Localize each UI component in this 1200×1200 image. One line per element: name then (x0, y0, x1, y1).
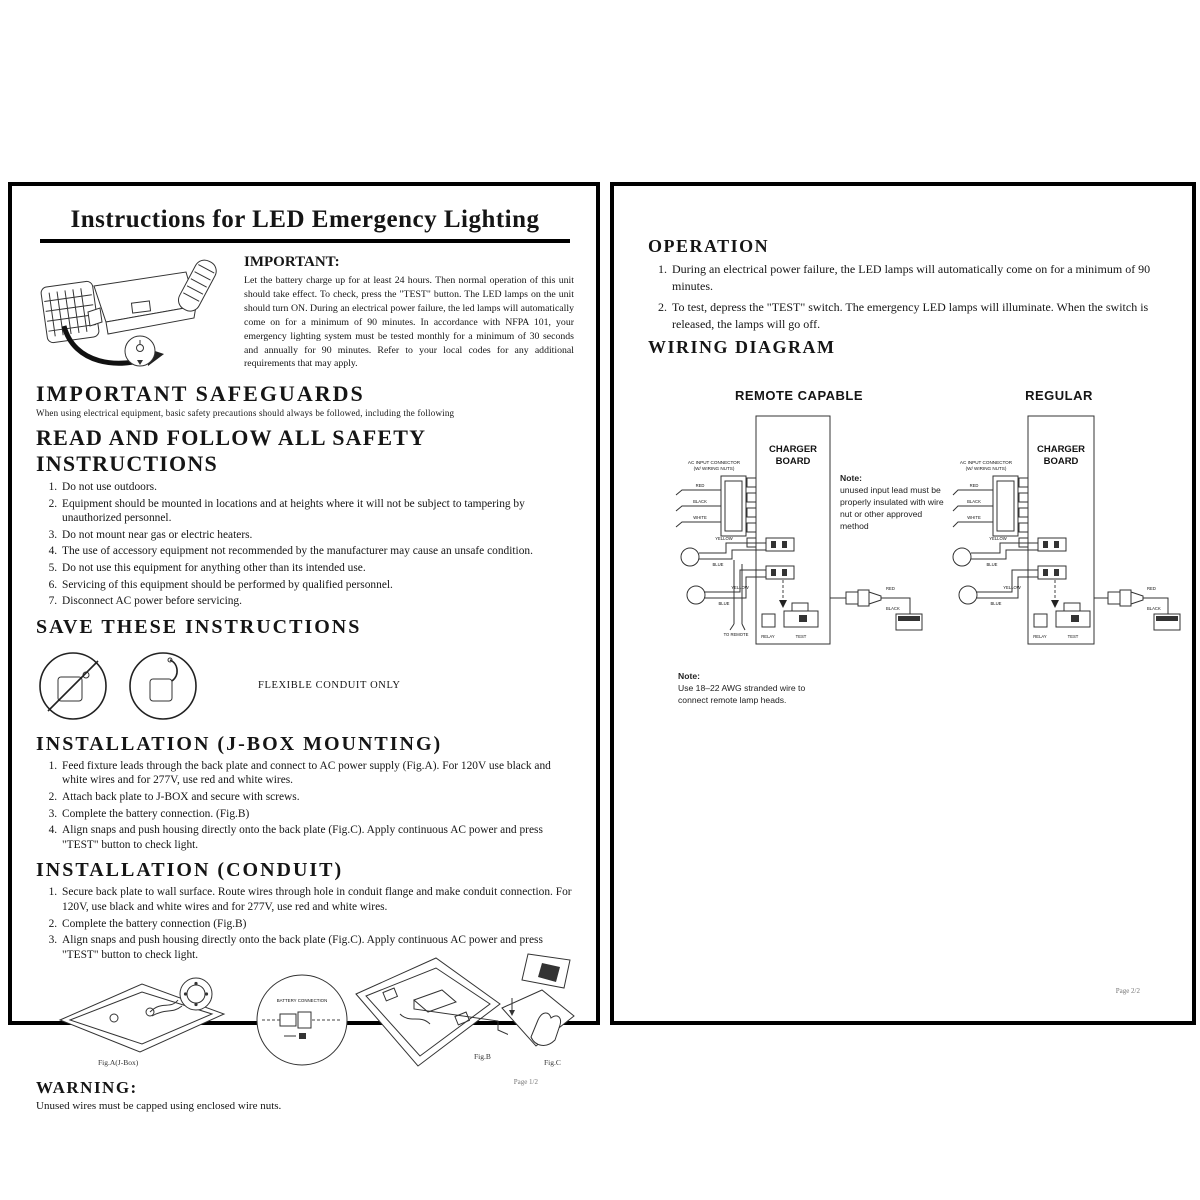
wire-label-yellow: YELLOW (1003, 584, 1021, 590)
test-label: TEST (1067, 633, 1079, 639)
note-center-heading: Note: (840, 472, 862, 483)
charger-board-label: BOARD (1043, 455, 1079, 467)
wire-label-black: BLACK (967, 498, 981, 504)
page-1-content (12, 186, 596, 1112)
conduit-icons-row (36, 646, 574, 726)
page-2-content (614, 186, 1192, 948)
regular-diagram (948, 412, 1184, 662)
safety-heading: READ AND FOLLOW ALL SAFETY INSTRUCTIONS (36, 425, 426, 476)
wire-label-blue: BLUE (986, 561, 998, 567)
wire-label-red: RED (1147, 585, 1156, 591)
wire-label-black: BLACK (693, 498, 707, 504)
remote-capable-diagram (662, 412, 928, 662)
charger-board (747, 416, 830, 644)
fig-a-label: Fig.A(J-Box) (98, 1058, 139, 1068)
jbox-heading: INSTALLATION (J-BOX MOUNTING) (36, 732, 443, 755)
operation-heading: OPERATION (648, 236, 770, 256)
test-switch (1051, 580, 1090, 639)
jbox-list (36, 759, 574, 853)
wire-label-blue: BLUE (990, 600, 1002, 606)
page-1-footer: Page 1/2 (513, 1078, 538, 1087)
operation-item: 1. During an electrical power failure, the LED lamps will automatically come on for a minimum of 90 minutes. (670, 261, 1158, 296)
note-bottom-heading: Note: (678, 670, 700, 681)
operation-list (648, 261, 1158, 334)
intro-row (36, 252, 574, 374)
note-bottom-body: Use 18–22 AWG stranded wire to connect remote lamp heads. (678, 682, 806, 705)
conduit-item: 1. Secure back plate to wall surface. Route wires through hole in conduit flange and make conduit connection. For 120V, use black and white wires and for 277V, use red and white wires. (60, 885, 574, 914)
wire-label-white: WHITE (693, 514, 707, 520)
ac-connector-caption: AC INPUT CONNECTOR (687, 459, 741, 465)
safety-item: 4. The use of accessory equipment not recommended by the manufacturer may cause an unsafe condition. (60, 544, 574, 559)
safeguards-heading: IMPORTANT SAFEGUARDS (36, 381, 365, 406)
fig-c-label: Fig.C (544, 1058, 561, 1068)
safety-item: 5. Do not use this equipment for anything other than its intended use. (60, 561, 574, 576)
fig-a-illustration (54, 970, 236, 1058)
battery-assembly (830, 586, 922, 630)
safety-item: 7. Disconnect AC power before servicing. (60, 594, 574, 609)
relay (761, 614, 775, 639)
note-center (840, 472, 946, 532)
warning-section (36, 1074, 574, 1112)
wire-label-red: RED (695, 482, 705, 488)
wire-label-blue: BLUE (712, 561, 724, 567)
charger-board (1019, 416, 1094, 644)
board-connectors (1038, 538, 1066, 579)
relay-label: RELAY (1033, 633, 1047, 639)
test-switch (779, 580, 818, 639)
warning-heading: WARNING: (36, 1078, 138, 1098)
ac-connector-caption: (W/ WIRING NUTS) (693, 465, 735, 471)
battery-assembly (1094, 586, 1180, 630)
flexible-conduit-icon (126, 649, 200, 723)
relay (1033, 614, 1047, 639)
wire-label-black: BLACK (1147, 605, 1161, 611)
wire-label-red: RED (886, 585, 895, 591)
important-heading: IMPORTANT: (244, 254, 340, 270)
figures-row (36, 966, 574, 1074)
jbox-item: 3. Complete the battery connection. (Fig.B) (60, 807, 574, 822)
battery-connection-caption: BATTERY CONNECTION (276, 998, 328, 1004)
page-title: Instructions for LED Emergency Lighting (70, 206, 540, 233)
jbox-item: 1. Feed fixture leads through the back plate and connect to AC power supply (Fig.A). For 120V use black and white wires and for 277V, use red and white wires. (60, 759, 574, 788)
regular-title: REGULAR (1025, 387, 1093, 403)
page-2 (610, 182, 1196, 1025)
important-block (244, 252, 574, 371)
flexible-conduit-caption: FLEXIBLE CONDUIT ONLY (258, 680, 401, 692)
wire-label-red: RED (969, 482, 979, 488)
wire-label-blue: BLUE (718, 600, 730, 606)
test-label: TEST (795, 633, 807, 639)
board-connectors (766, 538, 794, 579)
safeguards-note: When using electrical equipment, basic safety precautions should always be followed, including the following (36, 408, 455, 418)
ac-input-connector (953, 460, 1018, 536)
save-heading: SAVE THESE INSTRUCTIONS (36, 615, 362, 638)
jbox-item: 4. Align snaps and push housing directly onto the back plate (Fig.C). Apply continuous AC power and press "TEST" button to check light. (60, 823, 574, 852)
ac-connector-caption: AC INPUT CONNECTOR (959, 459, 1013, 465)
jbox-item: 2. Attach back plate to J-BOX and secure with screws. (60, 790, 574, 805)
conduit-item: 3. Align snaps and push housing directly onto the back plate (Fig.C). Apply continuous AC power and press "TEST" button to check light. (60, 933, 574, 962)
emergency-light-illustration (36, 252, 232, 374)
wire-label-yellow: YELLOW (731, 584, 749, 590)
conduit-heading: INSTALLATION (CONDUIT) (36, 859, 344, 882)
to-remote-label: TO REMOTE (723, 631, 749, 637)
safety-list (36, 480, 574, 609)
title-rule (40, 239, 570, 243)
wiring-diagram-section (648, 382, 1161, 948)
page-2-footer: Page 2/2 (1115, 987, 1140, 995)
safety-item: 2. Equipment should be mounted in locations and at heights where it will not be subject to tampering by unauthorized personnel. (60, 497, 574, 526)
safety-item: 6. Servicing of this equipment should be performed by qualified personnel. (60, 578, 574, 593)
battery-connection-detail (254, 972, 350, 1068)
conduit-list (36, 885, 574, 962)
ac-connector-caption: (W/ WIRING NUTS) (965, 465, 1007, 471)
note-center-body: unused input lead must be properly insulated with wire nut or other approved method (840, 484, 944, 531)
charger-board-label: BOARD (775, 455, 811, 467)
remote-capable-title: REMOTE CAPABLE (734, 387, 864, 403)
wire-label-yellow: YELLOW (715, 535, 733, 541)
wiring-heading: WIRING DIAGRAM (648, 336, 836, 357)
wire-label-white: WHITE (967, 514, 981, 520)
conduit-item: 2. Complete the battery connection (Fig.B) (60, 917, 574, 932)
note-bottom (678, 670, 812, 706)
ac-input-connector (676, 460, 746, 536)
wire-label-yellow: YELLOW (989, 535, 1007, 541)
wire-label-black: BLACK (886, 605, 900, 611)
charger-board-label: CHARGER (768, 443, 818, 455)
fig-b-label: Fig.B (474, 1052, 491, 1062)
important-body: Let the battery charge up for at least 24 hours. Then normal operation of this unit should take effect. To check, press the "TEST" button. The LED lamps on the unit should turn ON. During an electrical power failure, the led lamps will automatically come on for a minimum of 90 minutes. In accordance with NFPA 101, your emergency lighting system must be tested monthly for a minimum of 30 seconds and annually for 90 minutes. Refer to your local codes for any additional requirements that may apply. (244, 275, 574, 370)
charger-board-label: CHARGER (1036, 443, 1086, 455)
page-1 (8, 182, 600, 1113)
no-rigid-conduit-icon (36, 649, 110, 723)
safety-item: 1. Do not use outdoors. (60, 480, 574, 495)
warning-body: Unused wires must be capped using enclosed wire nuts. (36, 1100, 282, 1113)
fig-c-illustration (498, 950, 578, 1070)
relay-label: RELAY (761, 633, 775, 639)
operation-item: 2. To test, depress the "TEST" switch. The emergency LED lamps will illuminate. When the switch is released, the lamps will go off. (670, 299, 1158, 334)
safety-item: 3. Do not mount near gas or electric heaters. (60, 528, 574, 543)
